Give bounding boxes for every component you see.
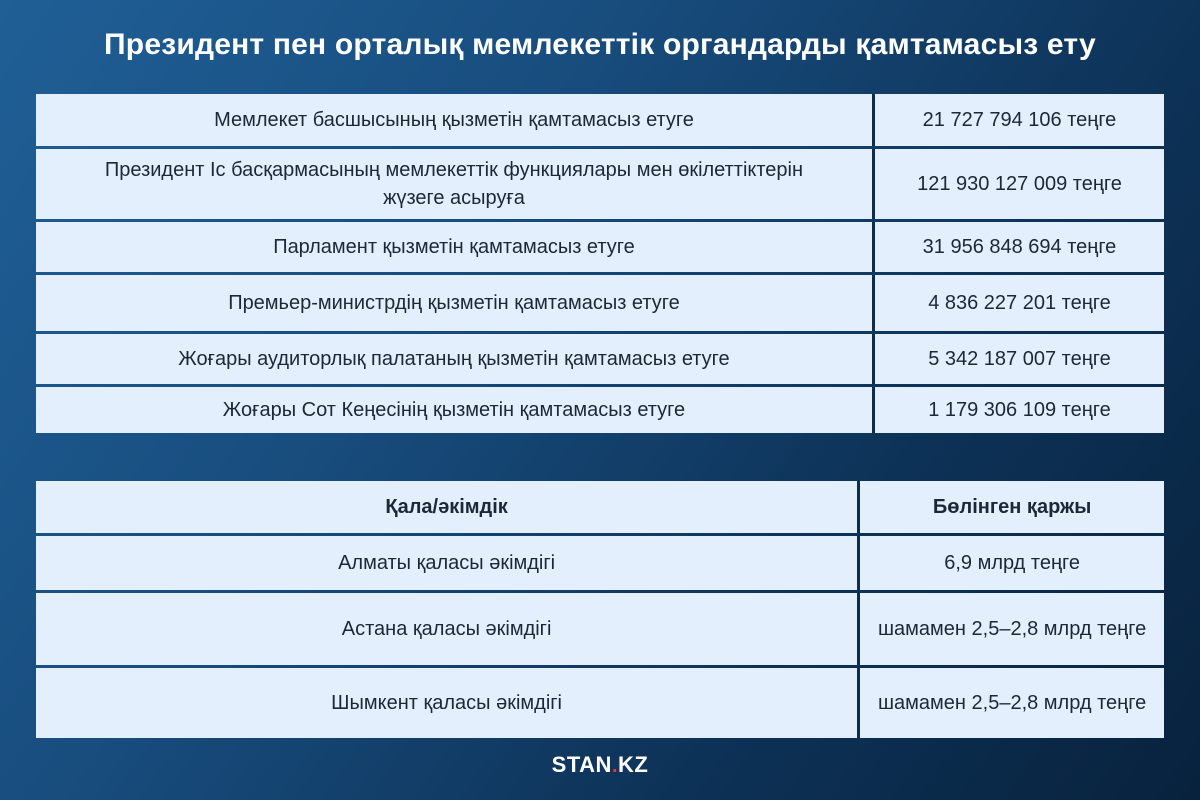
table-row	[36, 593, 1164, 665]
table-row	[36, 536, 1164, 590]
logo-dot: .	[611, 755, 618, 777]
city-funding-table	[36, 478, 1164, 741]
stan-kz-logo	[0, 752, 1200, 778]
table-header-row	[36, 481, 1164, 533]
row-label: Премьер-министрдің қызметін қамтамасыз етуге	[36, 275, 875, 331]
row-amount: 121 930 127 009 теңге	[875, 149, 1164, 219]
row-amount: шамамен 2,5–2,8 млрд теңге	[860, 668, 1164, 738]
header-city: Қала/әкімдік	[36, 481, 860, 533]
row-label: Мемлекет басшысының қызметін қамтамасыз етуге	[36, 94, 875, 146]
row-amount: 5 342 187 007 теңге	[875, 334, 1164, 384]
table-row	[36, 94, 1164, 146]
row-amount: 4 836 227 201 теңге	[875, 275, 1164, 331]
page-title: Президент пен орталық мемлекеттік органдарды қамтамасыз ету	[104, 28, 1096, 61]
row-label: Парламент қызметін қамтамасыз етуге	[36, 222, 875, 272]
row-label: Жоғары аудиторлық палатаның қызметін қамтамасыз етуге	[36, 334, 875, 384]
row-amount: 21 727 794 106 теңге	[875, 94, 1164, 146]
row-city: Шымкент қаласы әкімдігі	[36, 668, 860, 738]
table-row	[36, 149, 1164, 219]
row-label: Жоғары Сот Кеңесінің қызметін қамтамасыз етуге	[36, 387, 875, 433]
table-row	[36, 222, 1164, 272]
row-city: Алматы қаласы әкімдігі	[36, 536, 860, 590]
row-amount: шамамен 2,5–2,8 млрд теңге	[860, 593, 1164, 665]
table-row	[36, 668, 1164, 738]
row-amount: 6,9 млрд теңге	[860, 536, 1164, 590]
row-amount: 31 956 848 694 теңге	[875, 222, 1164, 272]
row-city: Астана қаласы әкімдігі	[36, 593, 860, 665]
budget-table	[36, 91, 1164, 436]
table-row	[36, 275, 1164, 331]
header-amount: Бөлінген қаржы	[860, 481, 1164, 533]
row-label: Президент Іс басқармасының мемлекеттік функциялары мен өкілеттіктерін жүзеге асыруға	[36, 149, 875, 219]
table-row	[36, 334, 1164, 384]
row-amount: 1 179 306 109 теңге	[875, 387, 1164, 433]
logo-text-right: KZ	[618, 752, 649, 777]
table-row	[36, 387, 1164, 433]
logo-text-left: STAN	[551, 752, 612, 777]
